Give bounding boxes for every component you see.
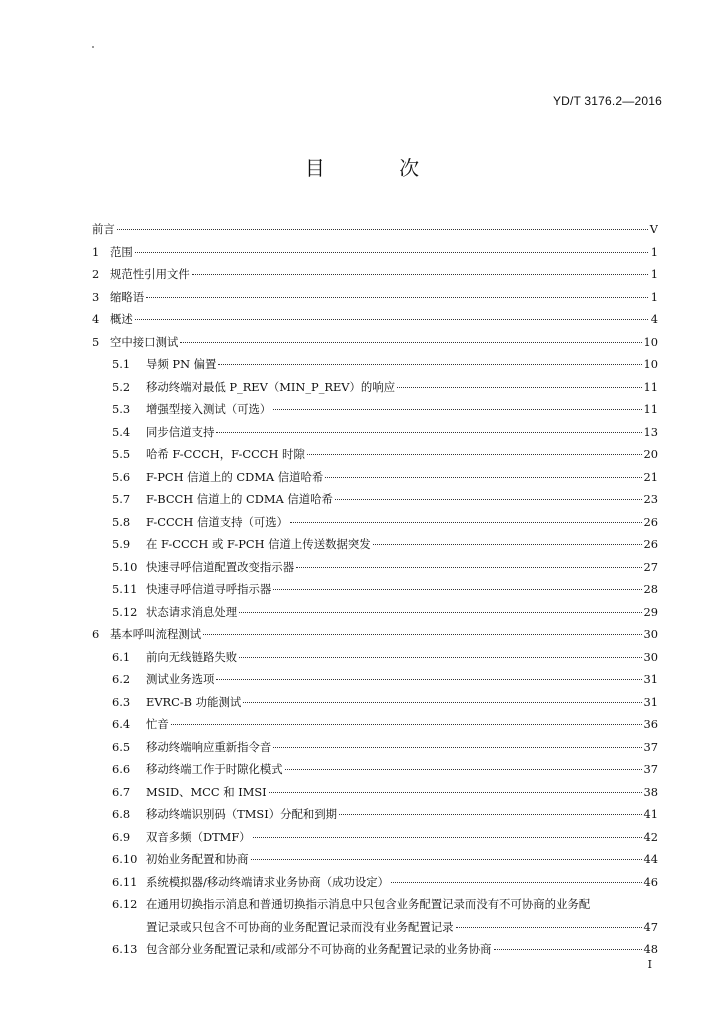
- toc-entry-title: 系统模拟器/移动终端请求业务协商（成功设定）: [146, 874, 390, 889]
- toc-entry[interactable]: [92, 331, 658, 354]
- toc-entry-page: 41: [643, 807, 658, 821]
- toc-entry-number: 4: [92, 312, 100, 326]
- toc-entry[interactable]: [92, 623, 658, 646]
- toc-entry-number: 6.4: [112, 717, 131, 731]
- toc-leader-dots: [307, 454, 642, 455]
- toc-entry[interactable]: [92, 286, 658, 309]
- toc-entry-title: 置记录或只包含不可协商的业务配置记录而没有业务配置记录: [146, 919, 454, 934]
- toc-leader-dots: [180, 342, 641, 343]
- toc-entry-page: 1: [650, 289, 658, 304]
- document-code: YD/T 3176.2—2016: [552, 94, 662, 108]
- toc-entry-page: 31: [643, 672, 658, 686]
- toc-entry-number: 6.1: [112, 649, 131, 664]
- toc-entry-continuation: [92, 916, 658, 939]
- table-of-contents: [92, 218, 658, 961]
- toc-entry-title: 在 F-CCCH 或 F-PCH 信道上传送数据突发: [146, 537, 371, 551]
- toc-leader-dots: [239, 612, 641, 613]
- toc-entry[interactable]: [92, 398, 658, 421]
- toc-leader-dots: [273, 747, 641, 748]
- toc-leader-dots: [273, 589, 641, 590]
- toc-entry-number: 5.2: [112, 379, 131, 394]
- toc-entry-title: 测试业务选项: [146, 672, 215, 686]
- toc-entry-title: 移动终端响应重新指令音: [146, 739, 272, 754]
- toc-entry-title: 同步信道支持: [146, 424, 215, 439]
- toc-leader-dots: [391, 882, 641, 883]
- toc-entry-page: 44: [643, 852, 658, 866]
- toc-entry-number: 5.5: [112, 447, 131, 461]
- toc-entry-title: 包含部分业务配置记录和/或部分不可协商的业务配置记录的业务协商: [146, 942, 492, 956]
- toc-entry-page: 11: [643, 402, 658, 416]
- toc-entry-page: 21: [643, 469, 658, 484]
- toc-leader-dots: [216, 432, 641, 433]
- toc-leader-dots: [192, 274, 648, 275]
- toc-entry-number: 5.11: [112, 582, 138, 596]
- toc-entry[interactable]: [92, 713, 658, 736]
- toc-entry-number: 6.9: [112, 829, 131, 844]
- toc-entry-title: 哈希 F-CCCH，F-CCCH 时隙: [146, 447, 305, 461]
- toc-entry-page: 26: [643, 537, 658, 551]
- toc-entry-page: V: [649, 222, 658, 236]
- toc-leader-dots: [218, 364, 641, 365]
- toc-entry-title: EVRC-B 功能测试: [146, 694, 242, 709]
- toc-entry[interactable]: [92, 691, 658, 714]
- toc-entry[interactable]: [92, 308, 658, 331]
- toc-leader-dots: [203, 634, 641, 635]
- toc-entry-page: 27: [643, 559, 658, 574]
- toc-entry-number: 6.13: [112, 942, 138, 956]
- toc-entry[interactable]: [92, 376, 658, 399]
- toc-leader-dots: [216, 679, 641, 680]
- toc-entry[interactable]: [92, 263, 658, 286]
- toc-entry[interactable]: [92, 578, 658, 601]
- toc-entry-title: F-CCCH 信道支持（可选）: [146, 514, 289, 529]
- toc-entry-title: 概述: [110, 312, 133, 326]
- toc-entry-page: 48: [643, 942, 658, 956]
- toc-leader-dots: [296, 567, 641, 568]
- toc-leader-dots: [269, 792, 642, 793]
- toc-entry[interactable]: [92, 758, 658, 781]
- toc-entry-page: 42: [643, 829, 658, 844]
- toc-entry-number: 6.6: [112, 762, 131, 776]
- toc-entry-number: 6.5: [112, 739, 131, 754]
- toc-entry-title: 规范性引用文件: [110, 267, 190, 281]
- toc-entry-number: 6.10: [112, 852, 138, 866]
- toc-entry[interactable]: [92, 781, 658, 804]
- toc-entry-number: 5.3: [112, 402, 131, 416]
- toc-entry[interactable]: [92, 646, 658, 669]
- toc-entry-page: 10: [643, 357, 658, 371]
- toc-entry-page: 28: [643, 582, 658, 596]
- toc-entry-number: 2: [92, 267, 100, 281]
- toc-entry-title: 增强型接入测试（可选）: [146, 402, 272, 416]
- toc-leader-dots: [253, 837, 642, 838]
- toc-entry-page: 37: [643, 739, 658, 754]
- toc-entry[interactable]: [92, 848, 658, 871]
- toc-leader-dots: [135, 252, 648, 253]
- toc-entry-number: 5.8: [112, 514, 131, 529]
- toc-entry-number: 6.12: [112, 897, 138, 911]
- toc-entry-page: 29: [643, 604, 658, 619]
- toc-entry-title: 前向无线链路失败: [146, 649, 238, 664]
- toc-entry-title: 缩略语: [110, 289, 145, 304]
- toc-entry-page: 1: [650, 267, 658, 281]
- toc-entry-number: 1: [92, 244, 100, 259]
- toc-entry[interactable]: [92, 893, 658, 916]
- toc-entry-page: 4: [650, 312, 658, 326]
- toc-entry-page: 37: [643, 762, 658, 776]
- scan-speck: [92, 46, 94, 48]
- toc-entry-number: 6.2: [112, 672, 131, 686]
- toc-leader-dots: [397, 387, 641, 388]
- toc-entry-title: 基本呼叫流程测试: [110, 627, 202, 641]
- toc-entry-page: 47: [643, 919, 658, 934]
- toc-leader-dots: [290, 522, 641, 523]
- toc-leader-dots: [243, 702, 641, 703]
- toc-leader-dots: [239, 657, 641, 658]
- toc-entry[interactable]: [92, 601, 658, 624]
- toc-leader-dots: [285, 769, 642, 770]
- toc-entry-number: 5.6: [112, 469, 131, 484]
- toc-entry-number: 6.11: [112, 874, 138, 889]
- toc-entry-page: 30: [643, 649, 658, 664]
- toc-entry[interactable]: [92, 466, 658, 489]
- toc-leader-dots: [335, 499, 642, 500]
- toc-leader-dots: [339, 814, 641, 815]
- toc-entry-title: 在通用切换指示消息和普通切换指示消息中只包含业务配置记录而没有不可协商的业务配: [146, 897, 591, 911]
- toc-entry-page: 26: [643, 514, 658, 529]
- toc-entry-page: 1: [650, 244, 658, 259]
- toc-entry-page: 11: [643, 379, 658, 394]
- page-number: I: [647, 958, 652, 971]
- toc-entry[interactable]: [92, 533, 658, 556]
- toc-entry-title: 导频 PN 偏置: [146, 357, 217, 371]
- toc-leader-dots: [146, 297, 648, 298]
- toc-entry[interactable]: [92, 826, 658, 849]
- toc-entry[interactable]: [92, 421, 658, 444]
- toc-entry-page: 31: [643, 694, 658, 709]
- toc-entry[interactable]: [92, 803, 658, 826]
- toc-entry[interactable]: [92, 556, 658, 579]
- toc-entry-page: 10: [643, 334, 658, 349]
- toc-entry-number: 5.12: [112, 604, 138, 619]
- toc-leader-dots: [325, 477, 641, 478]
- toc-entry[interactable]: [92, 736, 658, 759]
- toc-leader-dots: [456, 927, 642, 928]
- toc-entry-number: 6.3: [112, 694, 131, 709]
- toc-leader-dots: [373, 544, 642, 545]
- toc-entry-page: 20: [643, 447, 658, 461]
- toc-entry-number: 5.7: [112, 492, 131, 506]
- toc-entry-title: 移动终端识别码（TMSI）分配和到期: [146, 807, 338, 821]
- toc-entry-title: 移动终端对最低 P_REV（MIN_P_REV）的响应: [146, 379, 396, 394]
- toc-entry-title: 双音多频（DTMF）: [146, 829, 251, 844]
- toc-leader-dots: [171, 724, 642, 725]
- toc-entry[interactable]: [92, 938, 658, 961]
- toc-entry[interactable]: [92, 871, 658, 894]
- toc-entry-title: 状态请求消息处理: [146, 604, 238, 619]
- toc-leader-dots: [251, 859, 642, 860]
- toc-entry[interactable]: [92, 443, 658, 466]
- toc-entry-title: 范围: [110, 244, 133, 259]
- toc-leader-dots: [273, 409, 641, 410]
- page-title: 目 次: [304, 156, 454, 180]
- toc-entry-title: MSID、MCC 和 IMSI: [146, 784, 267, 799]
- toc-entry[interactable]: [92, 668, 658, 691]
- toc-entry-number: 6: [92, 627, 100, 641]
- toc-entry-title: 快速寻呼信道配置改变指示器: [146, 559, 295, 574]
- toc-entry-title: 空中接口测试: [110, 334, 179, 349]
- toc-entry-title: 忙音: [146, 717, 169, 731]
- toc-entry-title: 移动终端工作于时隙化模式: [146, 762, 283, 776]
- toc-entry[interactable]: [92, 241, 658, 264]
- toc-entry-number: 5.9: [112, 537, 131, 551]
- toc-entry-number: 5: [92, 334, 100, 349]
- toc-entry-number: 5.1: [112, 357, 131, 371]
- toc-entry-number: 5.10: [112, 559, 138, 574]
- toc-leader-dots: [117, 229, 648, 230]
- toc-entry[interactable]: [92, 488, 658, 511]
- toc-entry-page: 30: [643, 627, 658, 641]
- toc-entry-number: 5.4: [112, 424, 131, 439]
- toc-entry-title: 前言: [92, 222, 115, 236]
- toc-entry-page: 36: [643, 717, 658, 731]
- toc-entry-page: 23: [643, 492, 658, 506]
- toc-entry-title: 初始业务配置和协商: [146, 852, 249, 866]
- toc-entry-title: 快速寻呼信道寻呼指示器: [146, 582, 272, 596]
- toc-entry-title: F-PCH 信道上的 CDMA 信道哈希: [146, 469, 324, 484]
- toc-entry[interactable]: [92, 511, 658, 534]
- toc-entry-number: 3: [92, 289, 100, 304]
- toc-leader-dots: [135, 319, 648, 320]
- toc-entry-title: F-BCCH 信道上的 CDMA 信道哈希: [146, 492, 333, 506]
- toc-entry-page: 13: [643, 424, 658, 439]
- toc-leader-dots: [494, 949, 642, 950]
- toc-entry-page: 38: [643, 784, 658, 799]
- toc-entry-number: 6.7: [112, 784, 131, 799]
- toc-entry[interactable]: [92, 353, 658, 376]
- toc-entry-page: 46: [643, 874, 658, 889]
- toc-entry-number: 6.8: [112, 807, 131, 821]
- toc-entry[interactable]: [92, 218, 658, 241]
